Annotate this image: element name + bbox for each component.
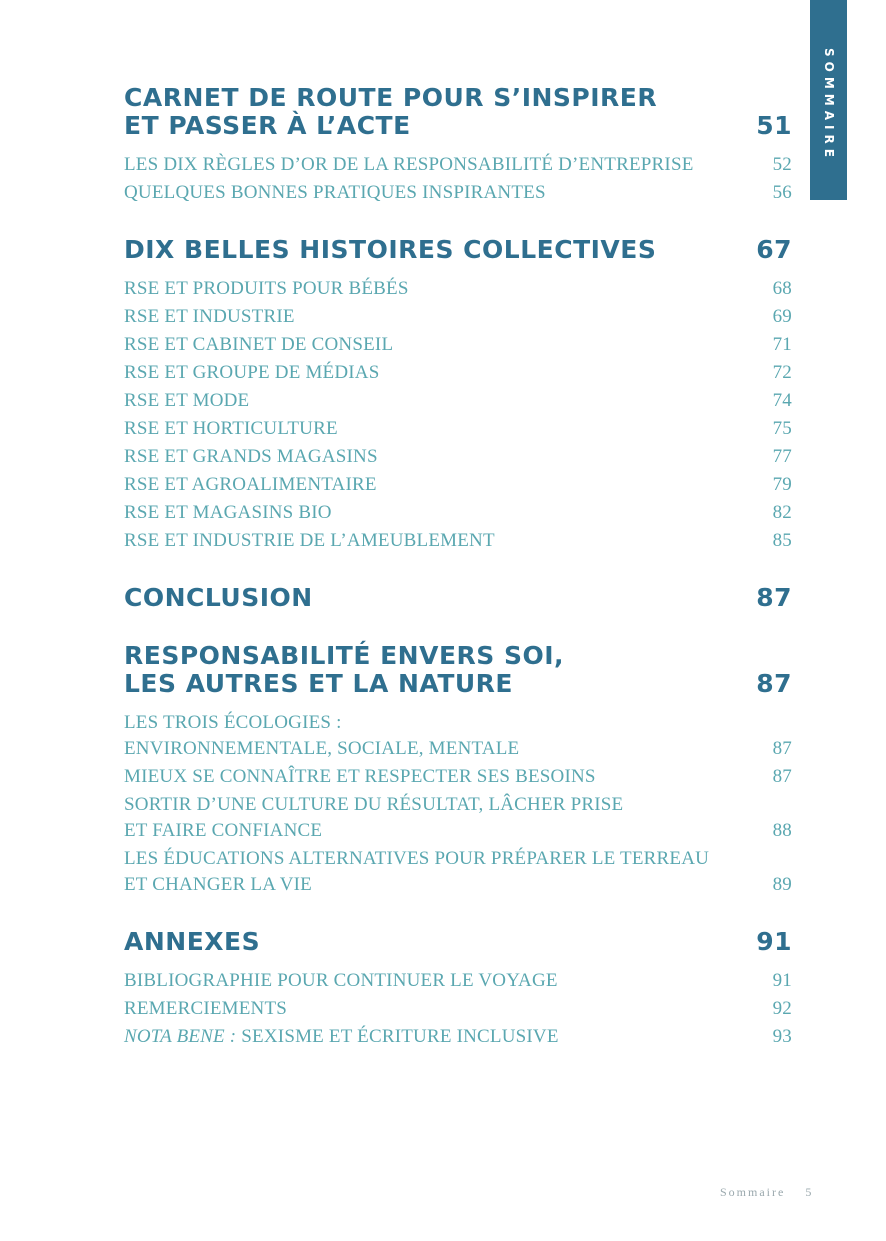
entry-page-number: 85 (772, 530, 792, 551)
entry-page-number: 71 (772, 334, 792, 355)
entry-title: RSE ET AGROALIMENTAIRE (124, 474, 377, 495)
entry-list (124, 152, 792, 206)
entry-page-number: 87 (772, 738, 792, 759)
section-title: CONCLUSION (124, 583, 313, 612)
toc-entry[interactable] (124, 180, 792, 206)
section-heading[interactable] (124, 642, 792, 698)
entry-list (124, 968, 792, 1050)
entry-title: BIBLIOGRAPHIE POUR CONTINUER LE VOYAGE (124, 970, 558, 991)
entry-title: MIEUX SE CONNAÎTRE ET RESPECTER SES BESOINS (124, 766, 596, 787)
entry-page-number: 69 (772, 306, 792, 327)
section-title: CARNET DE ROUTE POUR S’INSPIRER ET PASSER À L’ACTE (124, 83, 658, 140)
toc-entry[interactable] (124, 332, 792, 358)
table-of-contents (124, 84, 792, 1080)
entry-title: LES ÉDUCATIONS ALTERNATIVES POUR PRÉPARER LE TERREAU ET CHANGER LA VIE (124, 848, 710, 895)
toc-entry[interactable] (124, 500, 792, 526)
toc-entry[interactable] (124, 764, 792, 790)
entry-page-number: 68 (772, 278, 792, 299)
entry-title: REMERCIEMENTS (124, 998, 288, 1019)
footer-page-number: 5 (805, 1185, 814, 1199)
entry-title: RSE ET INDUSTRIE (124, 306, 295, 327)
entry-page-number: 72 (772, 362, 792, 383)
toc-section (124, 584, 792, 612)
entry-title: RSE ET GROUPE DE MÉDIAS (124, 362, 380, 383)
section-heading[interactable] (124, 236, 792, 264)
section-title: DIX BELLES HISTOIRES COLLECTIVES (124, 235, 657, 264)
entry-title: QUELQUES BONNES PRATIQUES INSPIRANTES (124, 182, 546, 203)
entry-page-number: 89 (772, 874, 792, 895)
entry-title: RSE ET INDUSTRIE DE L’AMEUBLEMENT (124, 530, 495, 551)
entry-list (124, 276, 792, 554)
entry-title: RSE ET MODE (124, 390, 250, 411)
section-title: RESPONSABILITÉ ENVERS SOI, LES AUTRES ET LA NATURE (124, 641, 565, 698)
toc-entry[interactable] (124, 304, 792, 330)
toc-section (124, 928, 792, 1050)
toc-entry[interactable] (124, 792, 792, 844)
toc-entry[interactable] (124, 444, 792, 470)
side-tab-label: SOMMAIRE (822, 48, 836, 162)
section-page-number: 91 (756, 927, 792, 956)
entry-page-number: 52 (772, 154, 792, 175)
entry-page-number: 88 (772, 820, 792, 841)
footer-label: Sommaire (720, 1185, 786, 1199)
section-page-number: 87 (756, 583, 792, 612)
page-footer (720, 1185, 813, 1200)
entry-title: RSE ET HORTICULTURE (124, 418, 338, 439)
entry-title: RSE ET CABINET DE CONSEIL (124, 334, 394, 355)
toc-entry[interactable] (124, 968, 792, 994)
entry-title-rest: SEXISME ET ÉCRITURE INCLUSIVE (236, 1026, 559, 1047)
entry-page-number: 92 (772, 998, 792, 1019)
toc-entry[interactable] (124, 360, 792, 386)
side-tab (810, 0, 847, 200)
toc-entry[interactable] (124, 276, 792, 302)
section-page-number: 67 (756, 235, 792, 264)
section-page-number: 51 (756, 111, 792, 140)
entry-page-number: 82 (772, 502, 792, 523)
entry-title (124, 1024, 559, 1050)
toc-entry[interactable] (124, 152, 792, 178)
toc-entry[interactable] (124, 710, 792, 762)
toc-entry[interactable] (124, 1024, 792, 1050)
entry-title: LES DIX RÈGLES D’OR DE LA RESPONSABILITÉ D’ENTREPRISE (124, 154, 694, 175)
section-page-number: 87 (756, 669, 792, 698)
entry-title-italic: NOTA BENE : (124, 1026, 237, 1047)
toc-entry[interactable] (124, 416, 792, 442)
toc-section (124, 642, 792, 898)
section-heading[interactable] (124, 84, 792, 140)
entry-page-number: 56 (772, 182, 792, 203)
entry-page-number: 75 (772, 418, 792, 439)
toc-entry[interactable] (124, 472, 792, 498)
entry-page-number: 74 (772, 390, 792, 411)
entry-title: SORTIR D’UNE CULTURE DU RÉSULTAT, LÂCHER PRISE ET FAIRE CONFIANCE (124, 794, 624, 841)
entry-page-number: 79 (772, 474, 792, 495)
entry-page-number: 93 (772, 1026, 792, 1047)
toc-entry[interactable] (124, 528, 792, 554)
entry-title: RSE ET GRANDS MAGASINS (124, 446, 378, 467)
entry-title: LES TROIS ÉCOLOGIES : ENVIRONNEMENTALE, SOCIALE, MENTALE (124, 712, 520, 759)
section-heading[interactable] (124, 928, 792, 956)
entry-page-number: 91 (772, 970, 792, 991)
toc-entry[interactable] (124, 996, 792, 1022)
entry-title: RSE ET MAGASINS BIO (124, 502, 332, 523)
section-title: ANNEXES (124, 927, 261, 956)
entry-page-number: 77 (772, 446, 792, 467)
toc-section (124, 84, 792, 206)
entry-title: RSE ET PRODUITS POUR BÉBÉS (124, 278, 409, 299)
toc-entry[interactable] (124, 846, 792, 898)
toc-section (124, 236, 792, 554)
entry-page-number: 87 (772, 766, 792, 787)
toc-entry[interactable] (124, 388, 792, 414)
entry-list (124, 710, 792, 898)
section-heading[interactable] (124, 584, 792, 612)
